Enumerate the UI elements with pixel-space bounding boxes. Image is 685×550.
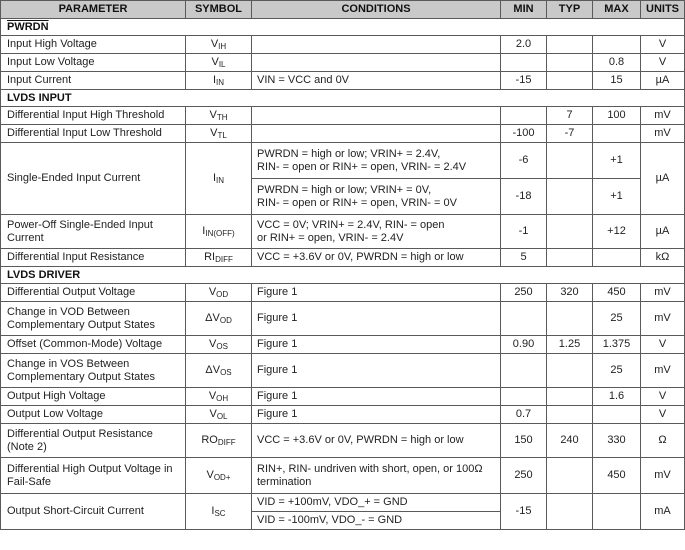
- typ-cell: [547, 36, 593, 54]
- min-cell: -1: [501, 215, 547, 249]
- table-row: [1, 388, 685, 406]
- table-row: [1, 249, 685, 267]
- symbol-cell: $RI_{DIFF}$: [186, 249, 252, 267]
- max-cell: 25: [593, 354, 641, 388]
- section-row: [1, 19, 685, 36]
- units-cell: V: [641, 336, 685, 354]
- header-conditions: CONDITIONS: [252, 1, 501, 19]
- section-row: [1, 267, 685, 284]
- table-row: [1, 458, 685, 494]
- min-cell: -15: [501, 72, 547, 90]
- max-cell: 15: [593, 72, 641, 90]
- param-cell: Output Low Voltage: [1, 406, 186, 424]
- typ-cell: [547, 354, 593, 388]
- min-cell: 2.0: [501, 36, 547, 54]
- table-row: [1, 125, 685, 143]
- param-cell: Differential Output Voltage: [1, 284, 186, 302]
- header-units: UNITS: [641, 1, 685, 19]
- max-cell: 1.375: [593, 336, 641, 354]
- min-cell: -100: [501, 125, 547, 143]
- table-row: [1, 107, 685, 125]
- conditions-cell: Figure 1: [252, 354, 501, 388]
- min-cell: 0.7: [501, 406, 547, 424]
- min-cell: [501, 354, 547, 388]
- max-cell: 0.8: [593, 54, 641, 72]
- param-cell: Single-Ended Input Current: [1, 143, 186, 215]
- typ-cell: [547, 388, 593, 406]
- min-cell: 250: [501, 284, 547, 302]
- units-cell: mV: [641, 107, 685, 125]
- symbol-cell: $I_{IN(OFF)}$: [186, 215, 252, 249]
- table-row: [1, 36, 685, 54]
- units-cell: V: [641, 36, 685, 54]
- param-cell: Power-Off Single-Ended Input Current: [1, 215, 186, 249]
- max-cell: +1: [593, 143, 641, 179]
- table-row: [1, 354, 685, 388]
- min-cell: -6: [501, 143, 547, 179]
- units-cell: mA: [641, 494, 685, 530]
- condition-line: PWRDN = high or low; VRIN+ = 0V,: [257, 183, 432, 196]
- conditions-cell: VID = -100mV, VDO_- = GND: [252, 512, 501, 530]
- symbol-cell: $I_{IN}$: [186, 72, 252, 90]
- units-cell: V: [641, 54, 685, 72]
- symbol-cell: $V_{OL}$: [186, 406, 252, 424]
- typ-cell: [547, 72, 593, 90]
- symbol-cell: $V_{IH}$: [186, 36, 252, 54]
- typ-cell: -7: [547, 125, 593, 143]
- typ-cell: [547, 179, 593, 215]
- conditions-cell: RIN+, RIN- undriven with short, open, or 100Ω termination: [252, 458, 501, 494]
- symbol-cell: $V_{TH}$: [186, 107, 252, 125]
- header-row: [1, 1, 685, 19]
- max-cell: [593, 494, 641, 530]
- conditions-cell: VID = +100mV, VDO_+ = GND: [252, 494, 501, 512]
- symbol-cell: $V_{TL}$: [186, 125, 252, 143]
- conditions-cell: [252, 215, 501, 249]
- max-cell: 25: [593, 302, 641, 336]
- conditions-cell: Figure 1: [252, 336, 501, 354]
- param-cell: Differential Input Resistance: [1, 249, 186, 267]
- condition-line: VCC = 0V; VRIN+ = 2.4V, RIN- = open: [257, 218, 445, 231]
- condition-line: or RIN+ = open, VRIN- = 2.4V: [257, 231, 404, 244]
- symbol-cell: $\Delta V_{OS}$: [186, 354, 252, 388]
- param-cell: Change in VOD Between Complementary Output States: [1, 302, 186, 336]
- min-cell: [501, 302, 547, 336]
- conditions-cell: VCC = +3.6V or 0V, PWRDN = high or low: [252, 424, 501, 458]
- units-cell: µA: [641, 72, 685, 90]
- units-cell: Ω: [641, 424, 685, 458]
- units-cell: V: [641, 406, 685, 424]
- condition-line: PWRDN = high or low; VRIN+ = 2.4V,: [257, 147, 441, 160]
- header-typ: TYP: [547, 1, 593, 19]
- max-cell: [593, 406, 641, 424]
- min-cell: 250: [501, 458, 547, 494]
- symbol-cell: $I_{SC}$: [186, 494, 252, 530]
- conditions-cell: Figure 1: [252, 284, 501, 302]
- param-cell: Differential Output Resistance (Note 2): [1, 424, 186, 458]
- table-row: [1, 424, 685, 458]
- symbol-cell: $RO_{DIFF}$: [186, 424, 252, 458]
- typ-cell: [547, 54, 593, 72]
- table-row: [1, 54, 685, 72]
- conditions-cell: [252, 143, 501, 179]
- typ-cell: [547, 302, 593, 336]
- units-cell: mV: [641, 284, 685, 302]
- table-row: [1, 284, 685, 302]
- conditions-cell: [252, 54, 501, 72]
- min-cell: [501, 107, 547, 125]
- condition-line: RIN- = open or RIN+ = open, VRIN- = 2.4V: [257, 160, 467, 173]
- symbol-cell: $V_{OH}$: [186, 388, 252, 406]
- table-row: [1, 494, 685, 512]
- section-row: [1, 90, 685, 107]
- min-cell: -15: [501, 494, 547, 530]
- max-cell: 450: [593, 284, 641, 302]
- conditions-cell: [252, 36, 501, 54]
- min-cell: [501, 388, 547, 406]
- header-symbol: SYMBOL: [186, 1, 252, 19]
- min-cell: 150: [501, 424, 547, 458]
- param-cell: Differential Input High Threshold: [1, 107, 186, 125]
- param-cell: Differential Input Low Threshold: [1, 125, 186, 143]
- conditions-cell: Figure 1: [252, 388, 501, 406]
- table-row: [1, 406, 685, 424]
- units-cell: mV: [641, 458, 685, 494]
- typ-cell: [547, 249, 593, 267]
- max-cell: 1.6: [593, 388, 641, 406]
- table-row: [1, 336, 685, 354]
- min-cell: 5: [501, 249, 547, 267]
- max-cell: 330: [593, 424, 641, 458]
- symbol-cell: $V_{OD+}$: [186, 458, 252, 494]
- max-cell: +1: [593, 179, 641, 215]
- symbol-cell: $I_{IN}$: [186, 143, 252, 215]
- max-cell: 100: [593, 107, 641, 125]
- typ-cell: [547, 143, 593, 179]
- units-cell: V: [641, 388, 685, 406]
- typ-cell: [547, 494, 593, 530]
- table-row: [1, 72, 685, 90]
- param-cell: Input High Voltage: [1, 36, 186, 54]
- min-cell: [501, 54, 547, 72]
- typ-cell: [547, 406, 593, 424]
- param-cell: Differential High Output Voltage in Fail-Safe: [1, 458, 186, 494]
- table-row: [1, 215, 685, 249]
- param-cell: Change in VOS Between Complementary Output States: [1, 354, 186, 388]
- section-title-lvds-driver: LVDS DRIVER: [1, 267, 685, 284]
- typ-cell: [547, 458, 593, 494]
- symbol-cell: $V_{OS}$: [186, 336, 252, 354]
- conditions-cell: [252, 125, 501, 143]
- conditions-cell: VCC = +3.6V or 0V, PWRDN = high or low: [252, 249, 501, 267]
- units-cell: mV: [641, 302, 685, 336]
- section-title-lvds-input: LVDS INPUT: [1, 90, 685, 107]
- param-cell: Offset (Common-Mode) Voltage: [1, 336, 186, 354]
- conditions-cell: [252, 179, 501, 215]
- table-row: [1, 143, 685, 179]
- typ-cell: 320: [547, 284, 593, 302]
- header-max: MAX: [593, 1, 641, 19]
- units-cell: mV: [641, 125, 685, 143]
- table-row: [1, 302, 685, 336]
- units-cell: mV: [641, 354, 685, 388]
- header-parameter: PARAMETER: [1, 1, 186, 19]
- conditions-cell: [252, 107, 501, 125]
- conditions-cell: VIN = VCC and 0V: [252, 72, 501, 90]
- typ-cell: 240: [547, 424, 593, 458]
- typ-cell: [547, 215, 593, 249]
- units-cell: µA: [641, 143, 685, 215]
- max-cell: [593, 36, 641, 54]
- header-min: MIN: [501, 1, 547, 19]
- conditions-cell: Figure 1: [252, 406, 501, 424]
- units-cell: kΩ: [641, 249, 685, 267]
- max-cell: +12: [593, 215, 641, 249]
- min-cell: -18: [501, 179, 547, 215]
- max-cell: 450: [593, 458, 641, 494]
- min-cell: 0.90: [501, 336, 547, 354]
- condition-line: RIN- = open or RIN+ = open, VRIN- = 0V: [257, 196, 457, 209]
- conditions-cell: Figure 1: [252, 302, 501, 336]
- max-cell: [593, 249, 641, 267]
- symbol-cell: $V_{OD}$: [186, 284, 252, 302]
- param-cell: Output High Voltage: [1, 388, 186, 406]
- typ-cell: 7: [547, 107, 593, 125]
- param-cell: Input Current: [1, 72, 186, 90]
- param-cell: Input Low Voltage: [1, 54, 186, 72]
- section-title-pwrdn: PWRDN: [1, 19, 685, 36]
- typ-cell: 1.25: [547, 336, 593, 354]
- max-cell: [593, 125, 641, 143]
- param-cell: Output Short-Circuit Current: [1, 494, 186, 530]
- symbol-cell: $\Delta V_{OD}$: [186, 302, 252, 336]
- units-cell: µA: [641, 215, 685, 249]
- symbol-cell: $V_{IL}$: [186, 54, 252, 72]
